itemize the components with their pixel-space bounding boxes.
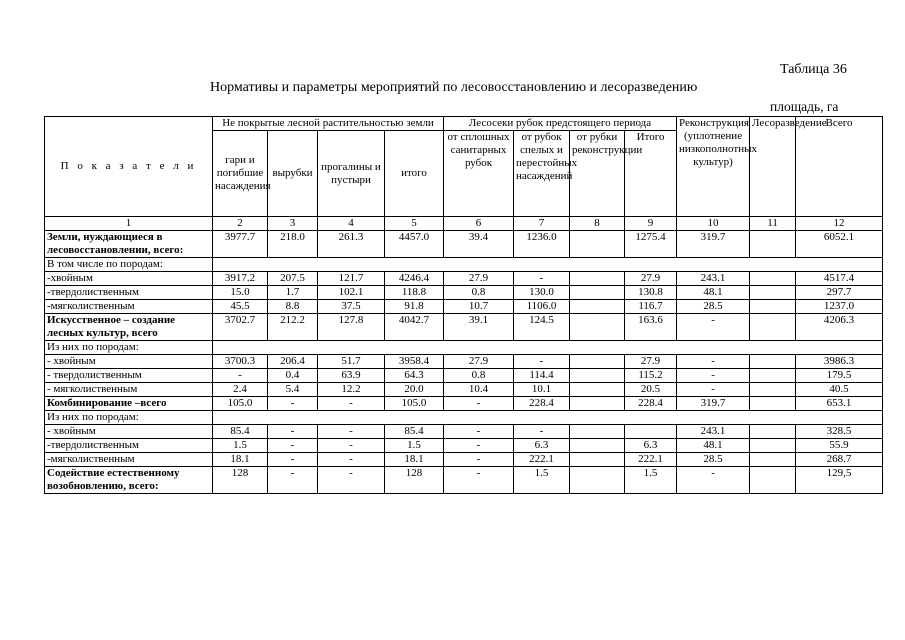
- header-burned: гари и погибшие насаждения: [213, 131, 268, 217]
- table-cell: 124.5: [514, 314, 570, 341]
- table-cell: 118.8: [385, 286, 444, 300]
- empty-cell: [213, 341, 883, 355]
- table-cell: 10.4: [444, 383, 514, 397]
- column-number: 2: [213, 217, 268, 231]
- table-cell: 116.7: [625, 300, 677, 314]
- header-reconstruction: Реконструкция (уплотнение низкополнотных культур): [677, 117, 750, 217]
- table-cell: 3702.7: [213, 314, 268, 341]
- table-cell: -: [514, 355, 570, 369]
- table-cell: -: [268, 397, 318, 411]
- table-row: [45, 439, 883, 453]
- column-numbers-row: [45, 217, 883, 231]
- table-cell: [570, 300, 625, 314]
- table-cell: 27.9: [625, 355, 677, 369]
- table-cell: -: [514, 425, 570, 439]
- table-cell: [570, 286, 625, 300]
- table-cell: 206.4: [268, 355, 318, 369]
- table-cell: [750, 467, 796, 494]
- column-number: 6: [444, 217, 514, 231]
- table-cell: 268.7: [796, 453, 883, 467]
- table-cell: -: [514, 272, 570, 286]
- table-cell: 39.1: [444, 314, 514, 341]
- table-cell: -: [318, 397, 385, 411]
- table-cell: 48.1: [677, 286, 750, 300]
- table-row: [45, 314, 883, 341]
- table-cell: -: [444, 453, 514, 467]
- table-cell: 27.9: [444, 272, 514, 286]
- table-cell: [570, 369, 625, 383]
- table-cell: [570, 425, 625, 439]
- table-cell: -: [677, 314, 750, 341]
- table-cell: 261.3: [318, 231, 385, 258]
- table-cell: 319.7: [677, 231, 750, 258]
- row-label: Из них по породам:: [45, 341, 213, 355]
- table-cell: 105.0: [385, 397, 444, 411]
- table-row: [45, 383, 883, 397]
- table-cell: [750, 355, 796, 369]
- table-cell: 105.0: [213, 397, 268, 411]
- header-subtotal-uncovered: итого: [385, 131, 444, 217]
- header-mature-cuttings: от рубок спелых и перестойных насаждений: [514, 131, 570, 217]
- row-label: Содействие естественному возобновлению, всего:: [45, 467, 213, 494]
- column-number: 4: [318, 217, 385, 231]
- table-cell: 51.7: [318, 355, 385, 369]
- table-cell: -: [268, 467, 318, 494]
- table-cell: 328.5: [796, 425, 883, 439]
- column-number: 12: [796, 217, 883, 231]
- row-label: - твердолиственным: [45, 369, 213, 383]
- table-cell: 319.7: [677, 397, 750, 411]
- table-cell: -: [318, 425, 385, 439]
- table-cell: 102.1: [318, 286, 385, 300]
- table-cell: 1.5: [213, 439, 268, 453]
- table-cell: 1106.0: [514, 300, 570, 314]
- table-cell: -: [318, 453, 385, 467]
- table-cell: [750, 272, 796, 286]
- table-cell: 653.1: [796, 397, 883, 411]
- table-cell: 10.1: [514, 383, 570, 397]
- table-cell: -: [677, 383, 750, 397]
- row-label: -мягколиственным: [45, 453, 213, 467]
- table-cell: [570, 314, 625, 341]
- table-cell: 179.5: [796, 369, 883, 383]
- table-cell: -: [268, 425, 318, 439]
- table-cell: 128: [385, 467, 444, 494]
- header-subtotal-cutting: Итого: [625, 131, 677, 217]
- column-number: 9: [625, 217, 677, 231]
- table-cell: 3977.7: [213, 231, 268, 258]
- table-cell: 1.5: [385, 439, 444, 453]
- table-cell: [570, 467, 625, 494]
- table-cell: 3958.4: [385, 355, 444, 369]
- table-cell: 222.1: [625, 453, 677, 467]
- row-label: -твердолиственным: [45, 286, 213, 300]
- column-number: 8: [570, 217, 625, 231]
- table-cell: 0.8: [444, 369, 514, 383]
- table-cell: [570, 439, 625, 453]
- column-number: 7: [514, 217, 570, 231]
- table-cell: 18.1: [213, 453, 268, 467]
- table-cell: 91.8: [385, 300, 444, 314]
- table-cell: 243.1: [677, 425, 750, 439]
- table-cell: 243.1: [677, 272, 750, 286]
- table-cell: 6.3: [625, 439, 677, 453]
- table-cell: 63.9: [318, 369, 385, 383]
- header-indicator: П о к а з а т е л и: [45, 117, 213, 217]
- table-cell: -: [213, 369, 268, 383]
- table-cell: 5.4: [268, 383, 318, 397]
- table-cell: 6.3: [514, 439, 570, 453]
- table-cell: 1236.0: [514, 231, 570, 258]
- table-cell: 228.4: [514, 397, 570, 411]
- table-cell: 6052.1: [796, 231, 883, 258]
- row-label: -мягколиственным: [45, 300, 213, 314]
- column-number: 11: [750, 217, 796, 231]
- table-cell: [750, 439, 796, 453]
- document-title: Нормативы и параметры мероприятий по лесовосстановлению и лесоразведению: [210, 80, 698, 95]
- table-cell: 128: [213, 467, 268, 494]
- table-cell: 114.4: [514, 369, 570, 383]
- table-cell: 3917.2: [213, 272, 268, 286]
- table-cell: 163.6: [625, 314, 677, 341]
- table-cell: 2.4: [213, 383, 268, 397]
- table-cell: 20.0: [385, 383, 444, 397]
- table-cell: 85.4: [385, 425, 444, 439]
- table-cell: -: [677, 369, 750, 383]
- table-cell: 129,5: [796, 467, 883, 494]
- table-cell: -: [444, 467, 514, 494]
- table-row: [45, 231, 883, 258]
- column-number: 1: [45, 217, 213, 231]
- table-cell: [750, 314, 796, 341]
- table-cell: 28.5: [677, 300, 750, 314]
- table-cell: -: [268, 453, 318, 467]
- table-cell: 37.5: [318, 300, 385, 314]
- table-cell: 212.2: [268, 314, 318, 341]
- empty-cell: [213, 258, 883, 272]
- table-cell: 15.0: [213, 286, 268, 300]
- table-cell: -: [677, 467, 750, 494]
- table-cell: 4517.4: [796, 272, 883, 286]
- table-cell: 1275.4: [625, 231, 677, 258]
- header-total: Всего: [796, 117, 883, 217]
- table-cell: [570, 453, 625, 467]
- table-cell: 1.5: [514, 467, 570, 494]
- header-reconstruction-cuttings: от рубки реконструкции: [570, 131, 625, 217]
- table-cell: 1.5: [625, 467, 677, 494]
- row-label: - хвойным: [45, 355, 213, 369]
- header-sanitary-cuttings: от сплошных санитарных рубок: [444, 131, 514, 217]
- column-number: 3: [268, 217, 318, 231]
- row-label: -хвойным: [45, 272, 213, 286]
- row-label: Земли, нуждающиеся в лесовосстановлении, всего:: [45, 231, 213, 258]
- table-cell: [570, 397, 625, 411]
- table-cell: 1.7: [268, 286, 318, 300]
- table-cell: 3986.3: [796, 355, 883, 369]
- table-cell: 130.0: [514, 286, 570, 300]
- table-cell: 121.7: [318, 272, 385, 286]
- table-row: [45, 355, 883, 369]
- empty-cell: [213, 411, 883, 425]
- table-row: [45, 369, 883, 383]
- table-cell: 12.2: [318, 383, 385, 397]
- table-cell: 10.7: [444, 300, 514, 314]
- table-cell: -: [677, 355, 750, 369]
- table-cell: 27.9: [625, 272, 677, 286]
- table-row: [45, 341, 883, 355]
- column-number: 5: [385, 217, 444, 231]
- table-cell: 4206.3: [796, 314, 883, 341]
- data-table: [44, 116, 883, 494]
- table-cell: 130.8: [625, 286, 677, 300]
- table-cell: 127.8: [318, 314, 385, 341]
- table-cell: [750, 397, 796, 411]
- row-label: - хвойным: [45, 425, 213, 439]
- table-cell: -: [444, 425, 514, 439]
- table-cell: -: [318, 439, 385, 453]
- header-glades: прогалины и пустыри: [318, 131, 385, 217]
- table-cell: 207.5: [268, 272, 318, 286]
- table-cell: [750, 425, 796, 439]
- table-cell: [750, 231, 796, 258]
- table-cell: -: [268, 439, 318, 453]
- table-cell: 228.4: [625, 397, 677, 411]
- table-cell: [750, 286, 796, 300]
- row-label: В том числе по породам:: [45, 258, 213, 272]
- table-cell: 1237.0: [796, 300, 883, 314]
- table-cell: [625, 425, 677, 439]
- table-row: [45, 411, 883, 425]
- table-cell: 4042.7: [385, 314, 444, 341]
- table-cell: 3700.3: [213, 355, 268, 369]
- table-cell: [750, 369, 796, 383]
- table-cell: -: [444, 439, 514, 453]
- table-cell: -: [318, 467, 385, 494]
- table-cell: 45.5: [213, 300, 268, 314]
- table-number: Таблица 36: [780, 62, 847, 77]
- row-label: - мягколиственным: [45, 383, 213, 397]
- table-cell: 218.0: [268, 231, 318, 258]
- table-cell: 297.7: [796, 286, 883, 300]
- table-cell: 55.9: [796, 439, 883, 453]
- table-cell: [570, 355, 625, 369]
- header-afforestation: Лесоразведение: [750, 117, 796, 217]
- table-row: [45, 425, 883, 439]
- header-cutting-areas: Лесосеки рубок предстоящего периода: [444, 117, 677, 131]
- table-row: [45, 272, 883, 286]
- table-cell: 20.5: [625, 383, 677, 397]
- table-cell: [570, 383, 625, 397]
- table-cell: 4246.4: [385, 272, 444, 286]
- table-cell: [750, 300, 796, 314]
- header-uncovered-lands: Не покрытые лесной растительностью земли: [213, 117, 444, 131]
- table-cell: 39.4: [444, 231, 514, 258]
- table-row: [45, 467, 883, 494]
- table-cell: 64.3: [385, 369, 444, 383]
- row-label: -твердолиственным: [45, 439, 213, 453]
- table-cell: 28.5: [677, 453, 750, 467]
- table-cell: -: [444, 397, 514, 411]
- table-cell: 18.1: [385, 453, 444, 467]
- table-cell: 115.2: [625, 369, 677, 383]
- table-row: [45, 397, 883, 411]
- row-label: Комбинирование –всего: [45, 397, 213, 411]
- table-cell: 222.1: [514, 453, 570, 467]
- table-cell: 48.1: [677, 439, 750, 453]
- table-cell: [750, 383, 796, 397]
- table-cell: 27.9: [444, 355, 514, 369]
- table-row: [45, 258, 883, 272]
- table-cell: [570, 272, 625, 286]
- row-label: Из них по породам:: [45, 411, 213, 425]
- table-row: [45, 300, 883, 314]
- table-row: [45, 286, 883, 300]
- table-row: [45, 453, 883, 467]
- table-cell: 0.4: [268, 369, 318, 383]
- table-cell: [750, 453, 796, 467]
- header-clearings: вырубки: [268, 131, 318, 217]
- column-number: 10: [677, 217, 750, 231]
- table-cell: 4457.0: [385, 231, 444, 258]
- table-cell: [570, 231, 625, 258]
- row-label: Искусственное – создание лесных культур, всего: [45, 314, 213, 341]
- table-cell: 0.8: [444, 286, 514, 300]
- table-cell: 8.8: [268, 300, 318, 314]
- unit-label: площадь, га: [770, 99, 839, 114]
- table-cell: 85.4: [213, 425, 268, 439]
- table-cell: 40.5: [796, 383, 883, 397]
